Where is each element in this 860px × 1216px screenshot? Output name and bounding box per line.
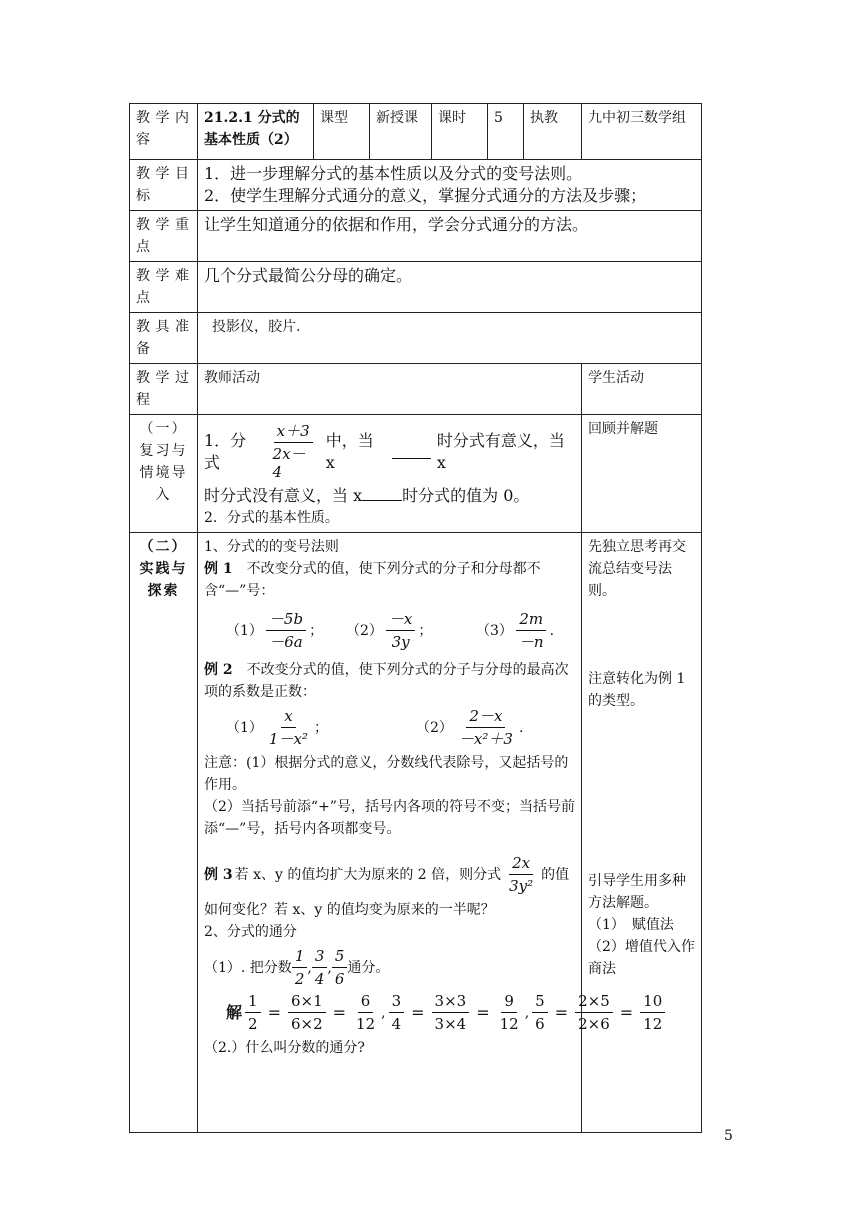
practice-student-activity [582,533,702,1133]
review-content [198,415,582,533]
fraction-denominator: －n [518,633,544,651]
fraction-numerator: 10 [640,992,665,1013]
fraction-numerator: 6×1 [288,992,326,1013]
item-end: ； [313,719,328,736]
lesson-title: 21.2.1 分式的基本性质（2） [198,104,314,160]
example1-item [476,610,554,651]
review-student-activity: 回顾并解题 [582,415,702,533]
review-q1-line1 [204,422,575,481]
fraction-a [292,947,308,988]
teacher-value: 九中初三数学组 [582,104,702,160]
fraction-denominator: 2×6 [578,1015,610,1033]
fraction-denominator: 6 [535,1015,545,1033]
fraction-numerator: 5 [532,992,548,1013]
section2-q1-prefix: （1）. 把分数 [204,959,292,976]
course-type-value: 新授课 [370,104,432,160]
review-label: （一）复习与情境导入 [130,415,198,533]
example3-text: 若 x、y 的值均扩大为原来的 2 倍，则分式 [234,866,502,883]
section2-title: 2、分式的通分 [204,924,297,940]
solution-item: $\frac{5}{6}$ = $\frac{2\times 5}{2\times 6}$ = $\frac{10}{12}$ [529,992,668,1033]
content-label: 教学内容 [130,104,198,160]
item-fraction [266,707,311,748]
lesson-plan-table [129,103,702,1133]
fraction-numerator: 9 [501,992,517,1013]
item-end: ； [309,622,324,639]
fraction-denominator: 2 [294,970,305,988]
goals-row [130,160,702,211]
difficulties-text: 几个分式最简公分母的确定。 [198,262,702,313]
fraction-numerator: 3 [312,947,328,968]
key-points-row [130,211,702,262]
example2-items [226,707,575,748]
fraction-numerator: 2m [516,610,546,631]
example2-label: 例 2 [204,662,233,678]
fraction-numerator: 6 [358,992,374,1013]
fraction-denominator: 12 [643,1015,663,1033]
page-number: 5 [724,1128,733,1144]
fraction-b [312,947,328,988]
example3-fraction [506,854,536,895]
fraction-numerator: 3×3 [432,992,470,1013]
item-index: （3） [476,622,513,639]
fraction-numerator: 2－x [466,707,505,728]
fraction-denominator: 2 [248,1015,258,1033]
item-fraction [456,707,516,748]
fraction-denominator: 4 [314,970,325,988]
item-fraction [516,610,547,651]
fraction-denominator: 12 [499,1015,519,1033]
example1-items [226,610,575,651]
example3-tail: 的值 [541,866,570,883]
fraction-numerator: 2x [509,854,533,875]
item-fraction [386,610,415,651]
fraction-denominator: 6×2 [290,1015,323,1033]
fraction-numerator: x [281,707,295,728]
item-fraction [266,610,306,651]
example1-label: 例 1 [204,561,233,577]
fraction-denominator: 12 [356,1015,376,1033]
review-q1-line2b: 时分式的值为 0。 [402,486,530,505]
item-index: （2） [416,719,453,736]
student-note-3: 引导学生用多种方法解题。 [588,873,686,911]
fraction-numerator: 3 [389,992,405,1013]
goals-content [198,160,702,211]
review-q1-fraction [270,422,317,481]
example1-text: 不改变分式的值，使下列分式的分子和分母都不含“—”号： [204,561,541,599]
section2-q2: （2.）什么叫分数的通分? [204,1040,365,1056]
item-end: . [518,719,524,736]
difficulties-label: 教学难点 [130,262,198,313]
fraction-denominator: 4 [391,1015,402,1033]
answer-blank [362,486,402,501]
goals-label: 教学目标 [130,160,198,211]
review-q1-mid: 中，当 x [325,430,374,472]
fraction-denominator: 3y [391,633,410,651]
section2-q1-suffix: 通分。 [347,959,390,976]
review-q1-tail: 时分式有意义，当 x [436,430,565,472]
fraction-numerator: 5 [332,947,348,968]
hours-value: 5 [488,104,524,160]
fraction-denominator: 2x－4 [272,445,306,481]
process-label: 教学过程 [130,364,198,415]
example2-text: 不改变分式的值，使下列分式的分子与分母的最高次项的系数是正数： [204,662,569,700]
fraction-denominator: 3×4 [434,1015,467,1033]
key-points-text: 让学生知道通分的依据和作用，学会分式通分的方法。 [198,211,702,262]
solution-item: $\frac{1}{2}$ = $\frac{6\times 1}{6\times 2}$ = $\frac{6}{12}$ , [242,992,386,1033]
example3 [204,854,575,895]
process-header-row [130,364,702,415]
example2 [204,659,575,703]
item-index: （1） [226,622,263,639]
review-q1-line2a: 时分式没有意义，当 x [204,486,363,505]
fraction-numerator: 1 [245,992,261,1013]
fraction-c [332,947,348,988]
header-row [130,104,702,160]
student-note-2: 注意转化为例 1 的类型。 [588,671,686,709]
student-note-4: （1） 赋值法 [588,917,674,933]
review-row [130,415,702,533]
fraction-denominator: 6 [334,970,345,988]
note-1: 注意：(1）根据分式的意义，分数线代表除号，又起括号的作用。 [204,755,569,793]
example3-label: 例 3 [204,866,233,883]
fraction-denominator: －6a [269,633,303,651]
example1-item [226,610,346,651]
item-index: （2） [346,622,383,639]
section2-q1: （1）. 把分数 $\frac{1}{2}$ , $\frac{3}{4}$ , $\frac{5}{6}$ 通分。 [204,947,390,988]
tools-row [130,313,702,364]
fraction-numerator: －x [386,610,415,631]
difficulties-row [130,262,702,313]
key-points-label: 教学重点 [130,211,198,262]
fraction-numerator: x＋3 [274,422,313,443]
fraction-numerator: 1 [292,947,308,968]
example2-item [226,707,416,748]
review-q1-prefix: 1．分式 [204,430,247,472]
example3-line2: 如何变化？若 x、y 的值均变为原来的一半呢？ [204,902,495,918]
example1 [204,558,575,602]
hours-label: 课时 [432,104,488,160]
solution-item: $\frac{3}{4}$ = $\frac{3\times 3}{3\times 4}$ = $\frac{9}{12}$ , [386,992,530,1033]
item-index: （1） [226,719,263,736]
practice-row [130,533,702,1133]
fraction-denominator: 1－x² [268,730,308,748]
course-type-label: 课型 [314,104,370,160]
goal-item: 1．进一步理解分式的基本性质以及分式的变号法则。 [204,164,583,183]
review-q2: 2．分式的基本性质。 [204,510,339,526]
note-2: （2）当括号前添“+”号，括号内各项的符号不变；当括号前添“—”号，括号内各项都变号。 [204,799,575,837]
student-activity-header: 学生活动 [582,364,702,415]
solution-label: 解 [226,1002,243,1022]
fraction-denominator: －x²＋3 [458,730,513,748]
review-q1-line2 [204,485,575,507]
tools-label: 教具准备 [130,313,198,364]
student-note-5: （2）增值代入作商法 [588,939,695,977]
section1-title: 1、分式的的变号法则 [204,539,339,555]
practice-label: （二）实践与探索 [130,533,198,1133]
item-end: ； [418,622,433,639]
teacher-label: 执教 [524,104,582,160]
answer-blank [392,444,431,459]
example2-item [416,707,523,748]
example1-item [346,610,476,651]
teacher-activity-header: 教师活动 [198,364,582,415]
goal-item: 2．使学生理解分式通分的意义，掌握分式通分的方法及步骤； [204,186,647,205]
item-end: . [549,622,555,639]
fraction-numerator: 2×5 [575,992,613,1013]
student-note-1: 先独立思考再交流总结变号法则。 [588,539,686,599]
fraction-numerator: －5b [266,610,306,631]
tools-text: 投影仪，胶片. [198,313,702,364]
fraction-denominator: 3y² [509,877,534,895]
